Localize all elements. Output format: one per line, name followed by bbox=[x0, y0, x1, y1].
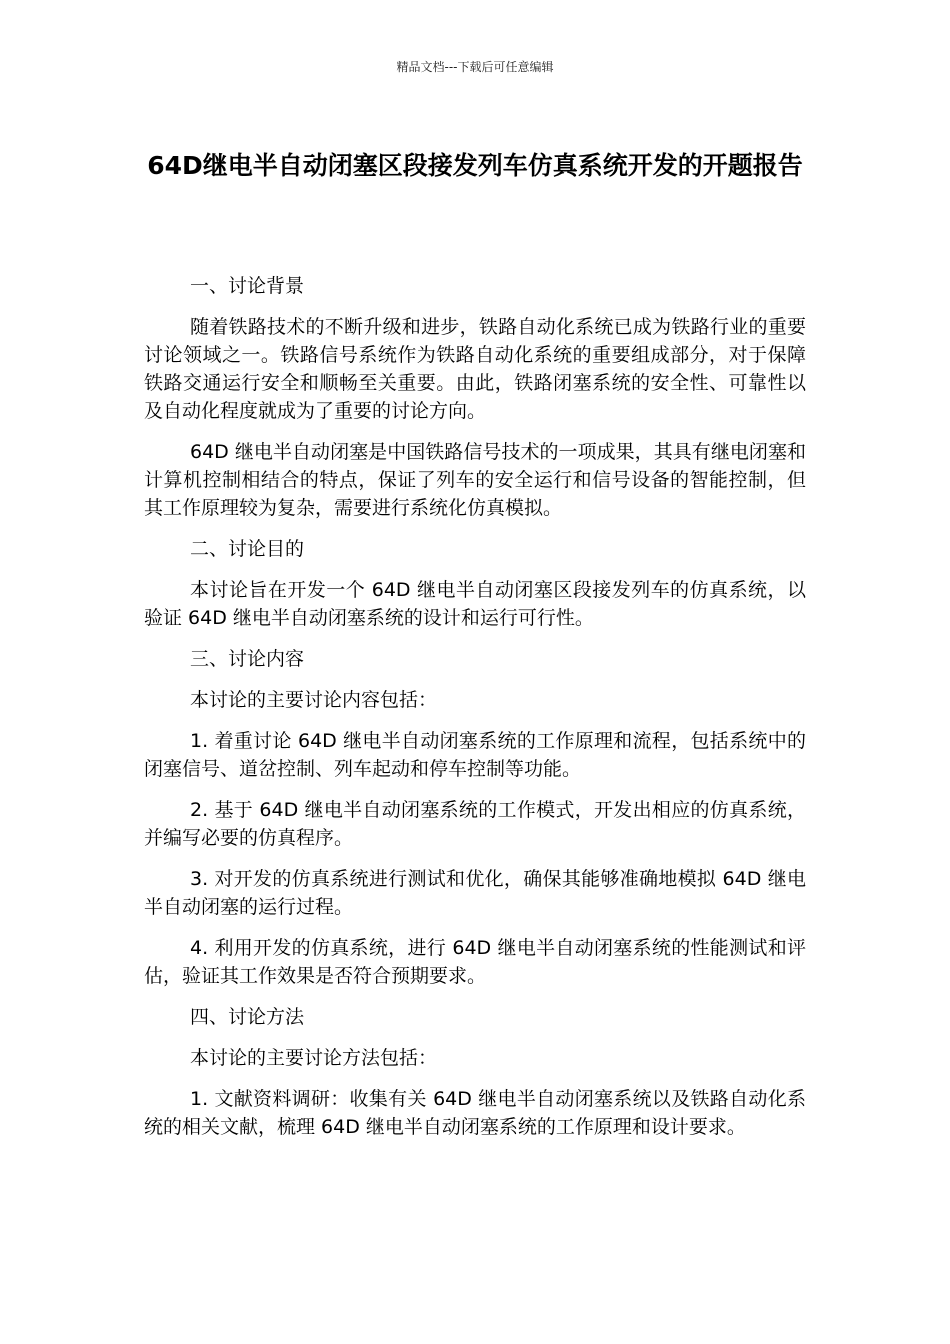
page-title: 64D继电半自动闭塞区段接发列车仿真系统开发的开题报告 bbox=[147, 151, 803, 180]
list-item: 2. 基于 64D 继电半自动闭塞系统的工作模式，开发出相应的仿真系统，并编写必要的仿真程序。 bbox=[144, 799, 806, 849]
paragraph: 本讨论旨在开发一个 64D 继电半自动闭塞区段接发列车的仿真系统，以验证 64D 继电半自动闭塞系统的设计和运行可行性。 bbox=[144, 579, 806, 629]
section-heading: 一、讨论背景 bbox=[190, 275, 305, 297]
list-item: 4. 利用开发的仿真系统，进行 64D 继电半自动闭塞系统的性能测试和评估，验证其工作效果是否符合预期要求。 bbox=[144, 937, 806, 987]
list-item: 3. 对开发的仿真系统进行测试和优化，确保其能够准确地模拟 64D 继电半自动闭塞的运行过程。 bbox=[144, 868, 806, 918]
paragraph: 本讨论的主要讨论方法包括： bbox=[190, 1047, 438, 1069]
section-heading: 二、讨论目的 bbox=[190, 538, 305, 560]
section-heading: 四、讨论方法 bbox=[190, 1006, 305, 1028]
section-heading: 三、讨论内容 bbox=[190, 648, 305, 670]
list-item: 1. 文献资料调研：收集有关 64D 继电半自动闭塞系统以及铁路自动化系统的相关文献，梳理 64D 继电半自动闭塞系统的工作原理和设计要求。 bbox=[144, 1088, 806, 1138]
list-item: 1. 着重讨论 64D 继电半自动闭塞系统的工作原理和流程，包括系统中的闭塞信号、道岔控制、列车起动和停车控制等功能。 bbox=[144, 730, 806, 780]
paragraph: 随着铁路技术的不断升级和进步，铁路自动化系统已成为铁路行业的重要讨论领域之一。铁路信号系统作为铁路自动化系统的重要组成部分，对于保障铁路交通运行安全和顺畅至关重要。由此，铁路闭塞系统的安全性、可靠性以及自动化程度就成为了重要的讨论方向。 bbox=[144, 316, 806, 422]
header-note: 精品文档---下载后可任意编辑 bbox=[396, 60, 554, 74]
paragraph: 本讨论的主要讨论内容包括： bbox=[190, 689, 438, 711]
document-body bbox=[144, 272, 806, 1154]
paragraph: 64D 继电半自动闭塞是中国铁路信号技术的一项成果，其具有继电闭塞和计算机控制相结合的特点，保证了列车的安全运行和信号设备的智能控制，但其工作原理较为复杂，需要进行系统化仿真模拟。 bbox=[144, 441, 806, 519]
